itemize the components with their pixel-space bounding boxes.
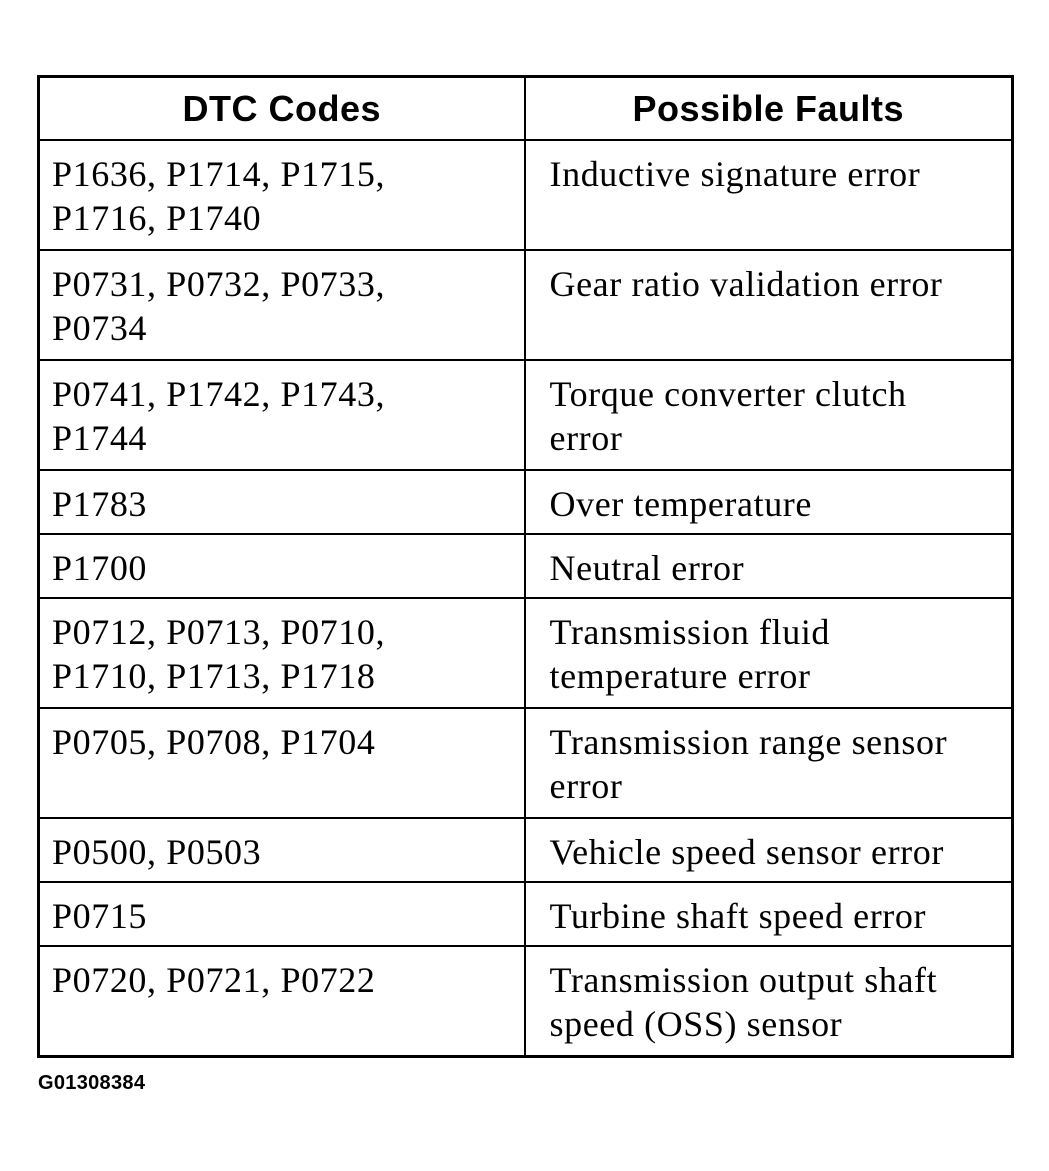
possible-fault-cell: Over temperature [525, 470, 1013, 534]
dtc-codes-cell: P0712, P0713, P0710, P1710, P1713, P1718 [39, 598, 525, 708]
table-body [39, 140, 1013, 1056]
table-header-row [39, 77, 1013, 141]
header-possible-faults: Possible Faults [525, 77, 1013, 141]
dtc-codes-cell: P1783 [39, 470, 525, 534]
dtc-codes-cell: P1636, P1714, P1715, P1716, P1740 [39, 140, 525, 250]
possible-fault-cell: Turbine shaft speed error [525, 882, 1013, 946]
dtc-codes-cell: P1700 [39, 534, 525, 598]
header-dtc-codes: DTC Codes [39, 77, 525, 141]
table-row [39, 250, 1013, 360]
possible-fault-cell: Transmission range sensor error [525, 708, 1013, 818]
dtc-codes-cell: P0741, P1742, P1743, P1744 [39, 360, 525, 470]
dtc-codes-cell: P0500, P0503 [39, 818, 525, 882]
possible-fault-cell: Inductive signature error [525, 140, 1013, 250]
table-row [39, 140, 1013, 250]
table-row [39, 534, 1013, 598]
possible-fault-cell: Neutral error [525, 534, 1013, 598]
dtc-fault-table [37, 75, 1014, 1058]
figure-id-label: G01308384 [38, 1072, 146, 1094]
table-row [39, 946, 1013, 1056]
table-row [39, 470, 1013, 534]
possible-fault-cell: Torque converter clutch error [525, 360, 1013, 470]
table-row [39, 598, 1013, 708]
table-row [39, 818, 1013, 882]
table-row [39, 882, 1013, 946]
possible-fault-cell: Transmission fluid temperature error [525, 598, 1013, 708]
possible-fault-cell: Transmission output shaft speed (OSS) sensor [525, 946, 1013, 1056]
possible-fault-cell: Gear ratio validation error [525, 250, 1013, 360]
dtc-codes-cell: P0705, P0708, P1704 [39, 708, 525, 818]
dtc-codes-cell: P0715 [39, 882, 525, 946]
possible-fault-cell: Vehicle speed sensor error [525, 818, 1013, 882]
table-row [39, 708, 1013, 818]
dtc-codes-cell: P0720, P0721, P0722 [39, 946, 525, 1056]
table-row [39, 360, 1013, 470]
dtc-codes-cell: P0731, P0732, P0733, P0734 [39, 250, 525, 360]
